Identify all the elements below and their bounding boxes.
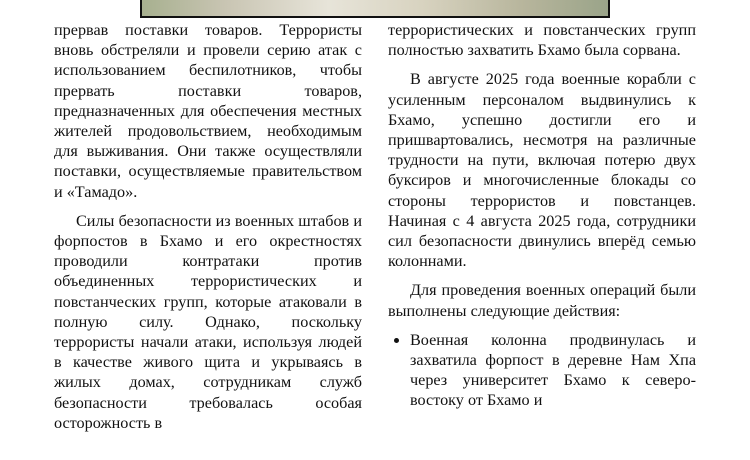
paragraph: террористических и повстанческих групп полностью захватить Бхамо была сорвана.: [388, 21, 696, 60]
article-photo: [140, 0, 610, 18]
paragraph: В августе 2025 года военные корабли с усиленным персоналом выдвинулись к Бхамо, успешно достигли его и пришвартовались, несмотря на различные трудности на пути, включая потерю двух буксиров и многочисленные блокады со стороны террористов и повстанцев. Начиная с 4 августа 2025 года, сотрудники сил безопасности двинулись вперёд семью колоннами.: [388, 70, 696, 271]
paragraph: Для проведения военных операций были выполнены следующие действия:: [388, 281, 696, 320]
bullet-list: [388, 330, 696, 411]
paragraph: Силы безопасности из военных штабов и форпостов в Бхамо и его окрестностях проводили контратаки против объединенных террористических и повстанческих групп, которые атаковали в полную силу. Однако, поскольку террористы начали атаки, используя людей в качестве живого щита и укрываясь в жилых домах, сотрудникам служб безопасности требовалась особая осторожность в: [54, 211, 362, 432]
right-column: [388, 20, 696, 411]
paragraph: прервав поставки товаров. Террористы вновь обстреляли и провели серию атак с использованием беспилотников, чтобы прервать поставки товаров, предназначенных для обеспечения местных жителей продовольствием, необходимым для выживания. Они также осуществляли поставки, осуществляемые правительством и «Тамадо».: [54, 21, 362, 201]
list-item: • Военная колонна продвинулась и захватила форпост в деревне Нам Хпа через университет Бхамо к северо-востоку от Бхамо и: [410, 330, 696, 411]
left-column: [54, 20, 362, 442]
